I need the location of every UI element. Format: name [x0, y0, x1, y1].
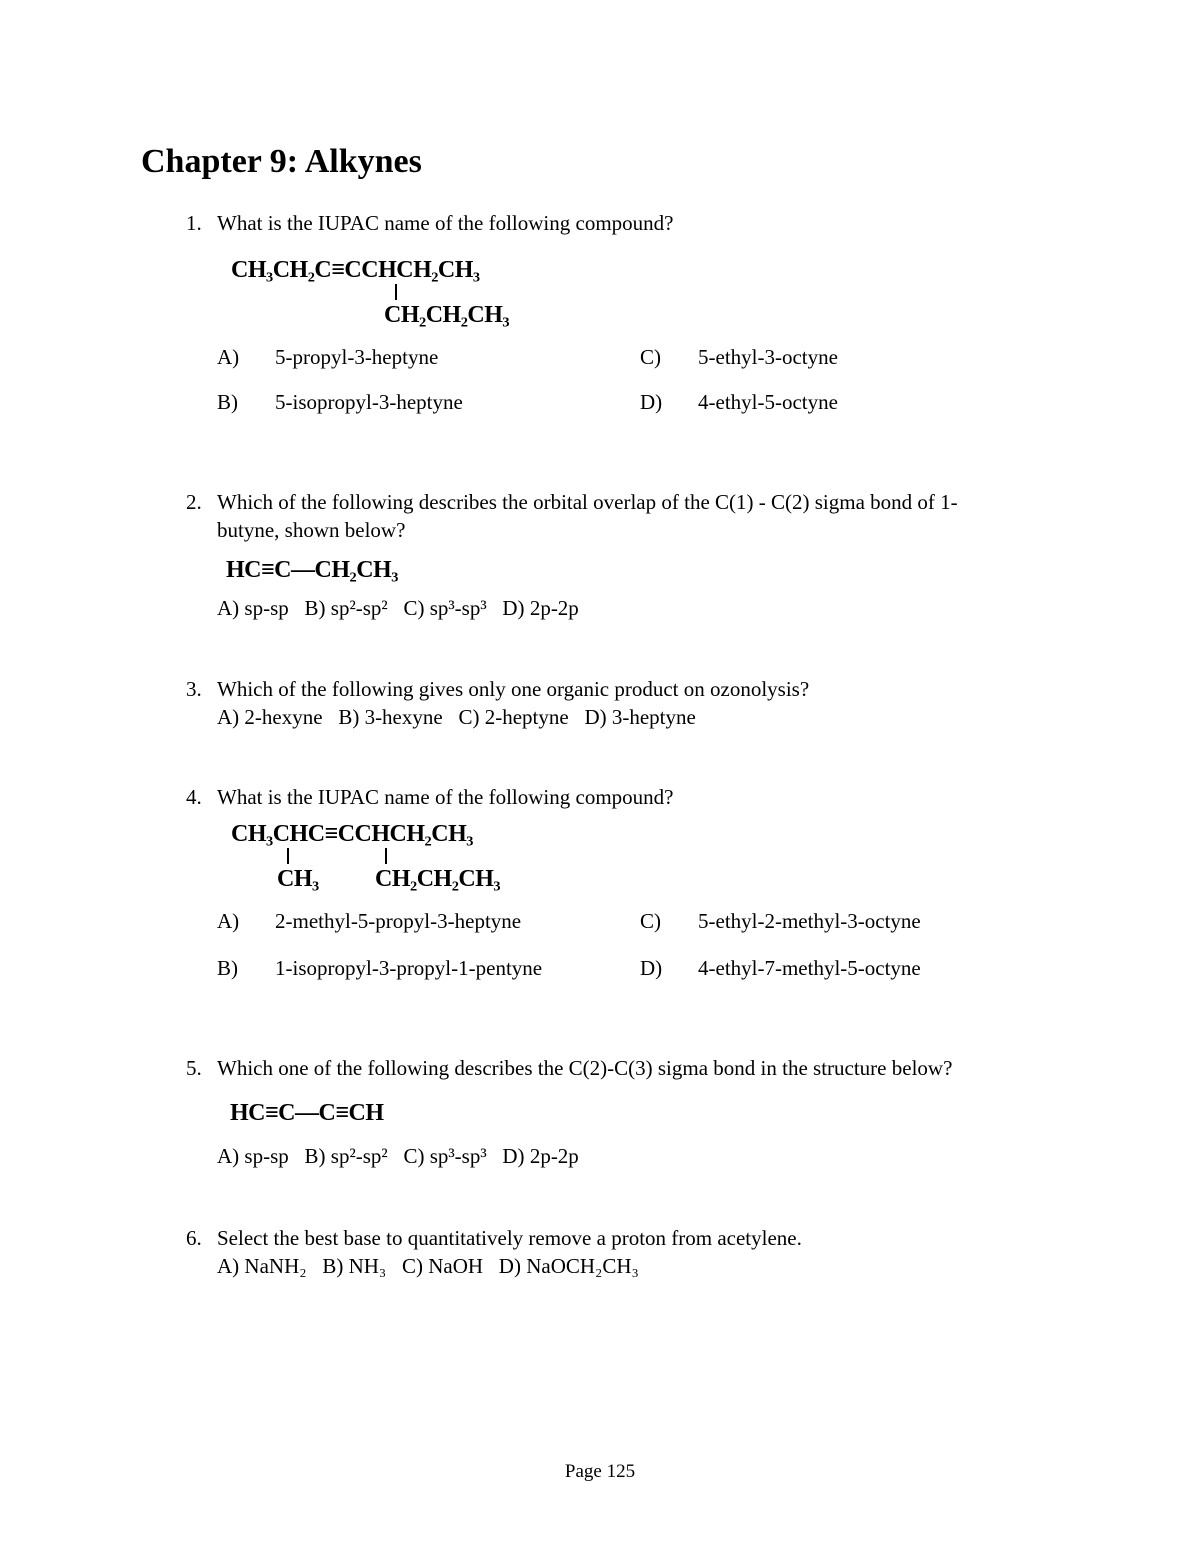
- q6-number: 6.: [186, 1226, 202, 1250]
- q1-text: What is the IUPAC name of the following compound?: [217, 211, 674, 235]
- q4-structure-main: CH₃CHC≡CCHCH₂CH₃: [231, 821, 473, 847]
- q6-options: [217, 1252, 639, 1280]
- q6-option-d-text: NaOCH₂CH₃: [526, 1254, 639, 1278]
- q4-option-b-text: 1-isopropyl-3-propyl-1-pentyne: [275, 956, 543, 980]
- q5-option-d-letter: D): [502, 1144, 525, 1168]
- q3-option-a-letter: A): [217, 705, 240, 729]
- q5-number: 5.: [186, 1056, 202, 1080]
- q5-option-d-text: 2p-2p: [529, 1144, 579, 1168]
- q4-structure-bond-1: [287, 848, 289, 864]
- q3-option-d-text: 3-heptyne: [611, 705, 696, 729]
- q2-option-d-text: 2p-2p: [529, 596, 579, 620]
- q3-option-c-letter: C): [458, 705, 480, 729]
- q3-option-a-text: 2-hexyne: [244, 705, 323, 729]
- q4-option-b-letter: B): [217, 956, 238, 980]
- q1-number: 1.: [186, 211, 202, 235]
- q3-options: [217, 703, 696, 731]
- q2-options: [217, 594, 579, 622]
- q1-option-d-text: 4-ethyl-5-octyne: [698, 390, 838, 414]
- q2-option-b-text: sp²-sp²: [330, 596, 388, 620]
- q5-option-c-text: sp³-sp³: [429, 1144, 487, 1168]
- q4-text: What is the IUPAC name of the following compound?: [217, 785, 674, 809]
- q4-option-d-text: 4-ethyl-7-methyl-5-octyne: [698, 956, 921, 980]
- q3-text: Which of the following gives only one organic product on ozonolysis?: [217, 677, 810, 701]
- q2-option-a-letter: A): [217, 596, 240, 620]
- q2-text-line2: butyne, shown below?: [217, 518, 406, 542]
- q1-option-a: [217, 343, 239, 371]
- q3-option-d-letter: D): [584, 705, 607, 729]
- q6-option-c-text: NaOH: [428, 1254, 484, 1278]
- q5-option-b-text: sp²-sp²: [330, 1144, 388, 1168]
- q4-structure-branch-2: CH₂CH₂CH₃: [375, 866, 501, 892]
- q4-option-a-letter: A): [217, 909, 240, 933]
- q6-option-b-text: NH₃: [348, 1254, 387, 1278]
- q5-text: Which one of the following describes the C(2)-C(3) sigma bond in the structure below?: [217, 1056, 953, 1080]
- q2-option-c-text: sp³-sp³: [429, 596, 487, 620]
- q4-number: 4.: [186, 785, 202, 809]
- q1-option-d-letter: D): [640, 390, 663, 414]
- q6-text: Select the best base to quantitatively remove a proton from acetylene.: [217, 1226, 802, 1250]
- q6-option-c-letter: C): [401, 1254, 423, 1278]
- q6-option-a-letter: A): [217, 1254, 240, 1278]
- q1-option-b: [217, 388, 238, 416]
- q1-structure-bond: [395, 284, 397, 300]
- q4-structure-branch-1: CH₃: [277, 866, 319, 892]
- q4-option-c-text: 5-ethyl-2-methyl-3-octyne: [698, 909, 921, 933]
- q3-number: 3.: [186, 677, 202, 701]
- page-number: Page 125: [564, 1461, 636, 1482]
- q2-option-a-text: sp-sp: [244, 596, 289, 620]
- q1-option-b-letter: B): [217, 390, 238, 414]
- q1-option-c-text: 5-ethyl-3-octyne: [698, 345, 838, 369]
- q6-option-b-letter: B): [322, 1254, 344, 1278]
- q2-structure: HC≡C—CH₂CH₃: [226, 557, 398, 583]
- q2-text-line1: Which of the following describes the orbital overlap of the C(1) - C(2) sigma bond of 1-: [217, 490, 958, 514]
- q1-option-d: [640, 388, 662, 416]
- q3-option-b-text: 3-hexyne: [364, 705, 443, 729]
- q5-options: [217, 1142, 579, 1170]
- q5-structure: HC≡C—C≡CH: [230, 1100, 384, 1126]
- q4-option-a-text: 2-methyl-5-propyl-3-heptyne: [275, 909, 522, 933]
- q6-option-a-text: NaNH₂: [244, 1254, 307, 1278]
- q2-number: 2.: [186, 490, 202, 514]
- q2-option-c-letter: C): [403, 596, 425, 620]
- q3-option-c-text: 2-heptyne: [484, 705, 569, 729]
- q2-option-b-letter: B): [304, 596, 326, 620]
- q6-option-d-letter: D): [498, 1254, 521, 1278]
- q5-option-b-letter: B): [304, 1144, 326, 1168]
- q1-structure-main-text: CH₃CH₂C≡CCHCH₂CH₃: [231, 257, 480, 283]
- q1-option-a-text: 5-propyl-3-heptyne: [275, 345, 439, 369]
- q3-option-b-letter: B): [338, 705, 360, 729]
- q1-option-c: [640, 343, 661, 371]
- q5-option-a-letter: A): [217, 1144, 240, 1168]
- q4-option-c-letter: C): [640, 909, 661, 933]
- q2-option-d-letter: D): [502, 596, 525, 620]
- q1-option-c-letter: C): [640, 345, 661, 369]
- q5-option-a-text: sp-sp: [244, 1144, 289, 1168]
- q1-structure-main: [231, 256, 480, 284]
- q5-option-c-letter: C): [403, 1144, 425, 1168]
- q4-structure-bond-2: [385, 848, 387, 864]
- q1-structure-branch-text: CH₂CH₂CH₃: [384, 302, 510, 328]
- chapter-title: Chapter 9: Alkynes: [141, 143, 422, 180]
- q1-option-a-letter: A): [217, 345, 240, 369]
- q4-option-d-letter: D): [640, 956, 663, 980]
- q1-structure-branch: [384, 301, 509, 329]
- q1-option-b-text: 5-isopropyl-3-heptyne: [275, 390, 463, 414]
